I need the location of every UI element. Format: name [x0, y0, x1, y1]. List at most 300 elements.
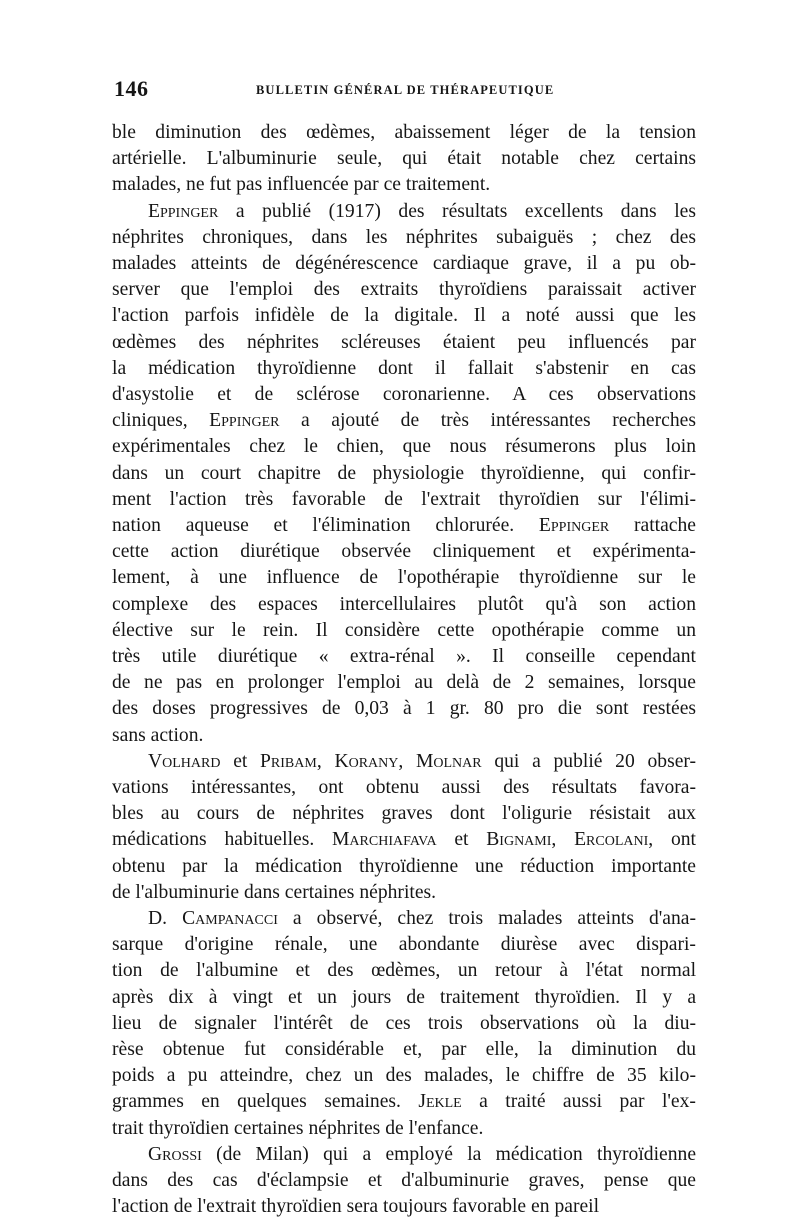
word: chien,	[336, 436, 384, 458]
word: des	[210, 593, 237, 615]
word: trois	[448, 908, 484, 929]
word: dans	[620, 200, 657, 222]
word: les	[365, 226, 388, 248]
word: qui	[601, 462, 627, 484]
word: diurétique	[217, 646, 298, 668]
word: a	[301, 410, 310, 432]
word: et	[233, 750, 248, 772]
word: influence	[266, 567, 340, 589]
word: ob-	[669, 253, 697, 274]
word: l'action	[112, 1196, 169, 1218]
word: (1917)	[328, 200, 381, 222]
word: a	[479, 1091, 488, 1113]
word: que	[667, 1170, 696, 1191]
word: noté	[525, 305, 560, 327]
word: sur	[190, 619, 215, 641]
word: aux	[667, 803, 696, 825]
word: espaces	[257, 593, 318, 615]
text-line	[112, 1194, 696, 1220]
word: dix	[168, 986, 194, 1008]
word: pas	[236, 174, 263, 196]
word: le	[505, 1065, 520, 1087]
word: d'éclampsie	[256, 1170, 349, 1191]
word: était	[447, 148, 482, 170]
word: l'élimi-	[640, 488, 697, 510]
word: traitement.	[405, 174, 491, 196]
word: thyroïdien	[498, 488, 580, 510]
word: médications	[112, 829, 207, 851]
word: cependant	[616, 646, 696, 668]
text-line	[112, 749, 696, 775]
word: Volhard	[148, 750, 221, 772]
word: lement,	[112, 567, 171, 589]
word: de	[568, 122, 587, 143]
word: de	[112, 881, 131, 903]
word: des	[327, 960, 354, 982]
word: de	[400, 410, 420, 432]
word: cliniques,	[112, 410, 188, 432]
word: un	[457, 960, 478, 982]
word: léger	[509, 122, 549, 143]
word: observations	[479, 1012, 580, 1034]
word: parfois	[184, 305, 239, 327]
word: œdèmes	[112, 331, 177, 353]
word: de	[330, 305, 349, 327]
word: le	[681, 567, 696, 589]
word: expérimentales	[112, 436, 231, 458]
word: digitale.	[394, 305, 459, 327]
word: sclérose	[296, 384, 360, 406]
word: favorable	[452, 1196, 527, 1218]
word: seule,	[336, 148, 383, 170]
word: trois	[427, 1012, 463, 1034]
text-line	[112, 1037, 696, 1063]
word: fallait	[467, 357, 514, 379]
word: des	[385, 1065, 412, 1087]
word: ajouté	[331, 410, 380, 432]
word: 20	[615, 750, 635, 772]
text-line	[112, 985, 696, 1011]
word: sarque	[112, 934, 164, 956]
word: sont	[595, 698, 629, 720]
word: dans	[112, 1170, 148, 1191]
word: la	[224, 855, 239, 877]
word: des	[313, 279, 340, 301]
word: à	[402, 698, 412, 720]
word: des	[260, 122, 287, 143]
word: diu-	[664, 1012, 697, 1034]
word: néphrites	[112, 226, 184, 248]
word: des	[198, 331, 225, 353]
word: ment	[112, 488, 152, 510]
word: à	[190, 567, 199, 589]
paragraph	[112, 120, 696, 199]
word: l'oligurie	[502, 803, 573, 825]
word: chlorurée.	[435, 515, 515, 537]
word: dont	[449, 803, 485, 825]
word: bles	[112, 803, 144, 825]
word: Korany,	[334, 750, 404, 772]
word: aussi	[441, 777, 481, 798]
word: pro	[517, 698, 544, 720]
text-line	[112, 434, 696, 460]
word: server	[112, 279, 160, 301]
word: le	[303, 436, 318, 458]
word: obtenu	[365, 777, 420, 798]
word: normal	[640, 960, 697, 982]
word: diurétique	[240, 541, 320, 563]
word: a	[612, 253, 621, 274]
word: quelques	[237, 1091, 307, 1113]
text-line	[112, 1011, 696, 1037]
word: l'action	[112, 305, 169, 327]
word: action	[170, 541, 219, 563]
word: graves,	[528, 1170, 585, 1191]
word: d'origine	[184, 934, 254, 956]
text-line	[112, 1142, 696, 1168]
word: Grossi	[148, 1143, 202, 1165]
word: s'abstenir	[535, 357, 609, 379]
word: action	[648, 593, 697, 615]
word: semaines,	[547, 672, 625, 694]
word: obser-	[647, 750, 697, 772]
word: dégénérescence	[295, 253, 419, 274]
word: a	[362, 1143, 372, 1165]
word: doses	[152, 698, 196, 720]
word: grammes	[112, 1091, 184, 1113]
word: un	[353, 1065, 374, 1087]
word: pareil	[554, 1196, 600, 1218]
word: de	[160, 960, 179, 982]
text-line	[112, 854, 696, 880]
word: qu'à	[545, 593, 578, 615]
word: néphrites	[308, 1117, 381, 1139]
word: en	[630, 357, 650, 379]
word: la	[633, 1012, 648, 1034]
word: peu	[517, 331, 546, 353]
word: rattache	[633, 515, 696, 537]
text-line	[112, 356, 696, 382]
word: le	[231, 619, 246, 641]
word: ces	[548, 384, 574, 406]
word: opothérapie	[491, 619, 585, 641]
word: observations	[596, 384, 696, 406]
word: poids	[112, 1065, 155, 1087]
word: publié	[262, 200, 312, 222]
word: par	[182, 855, 208, 877]
word: infidèle	[254, 305, 315, 327]
word: de	[262, 253, 281, 274]
word: chez	[579, 148, 615, 170]
word: du	[676, 1039, 697, 1061]
word: 1	[425, 698, 436, 720]
word: loin	[665, 436, 697, 458]
word: abaissement	[394, 122, 491, 143]
word: gr.	[449, 698, 470, 720]
word: de	[158, 1012, 178, 1034]
text-line	[112, 723, 696, 749]
text-line	[112, 592, 696, 618]
word: conseille	[525, 646, 596, 668]
paragraph	[112, 199, 696, 749]
word: que	[402, 436, 431, 458]
word: d'asystolie	[112, 384, 194, 406]
word: d'albuminurie	[401, 1170, 510, 1191]
word: Eppinger	[209, 410, 280, 432]
word: les	[674, 305, 696, 327]
word: traitement	[440, 986, 520, 1008]
word: vations	[112, 777, 169, 798]
word: abondante	[398, 934, 480, 956]
word: ble	[112, 122, 136, 143]
word: après	[112, 986, 154, 1008]
word: coronarienne.	[382, 384, 491, 406]
word: l'albumine	[196, 960, 279, 982]
text-line	[112, 932, 696, 958]
word: thyroïdienne	[519, 567, 619, 589]
word: de	[349, 1012, 369, 1034]
word: favora-	[639, 777, 697, 798]
word: plutôt	[477, 593, 524, 615]
word: expérimenta-	[592, 541, 696, 563]
word: l'albuminurie	[135, 881, 240, 903]
word: atteints	[577, 908, 634, 929]
word: œdèmes,	[306, 122, 376, 143]
word: néphrites	[247, 331, 319, 353]
word: plus	[614, 436, 647, 458]
word: habituelles.	[224, 829, 315, 851]
word: diurèse	[500, 934, 558, 956]
word: la	[537, 1039, 553, 1061]
word: favorable	[291, 488, 366, 510]
word: a	[235, 200, 245, 222]
word: (de	[216, 1143, 242, 1165]
word: chiffre	[532, 1065, 584, 1087]
word: son	[599, 593, 627, 615]
word: de	[173, 1196, 193, 1218]
word: chez	[397, 908, 434, 929]
text-line	[112, 880, 696, 906]
word: thyroïdienne	[257, 357, 357, 379]
text-line	[112, 644, 696, 670]
page-header	[114, 76, 696, 104]
word: la	[467, 1143, 482, 1165]
word: œdèmes,	[371, 960, 441, 982]
word: vingt	[232, 986, 273, 1008]
word: Eppinger	[538, 515, 610, 537]
word: pense	[603, 1170, 649, 1191]
text-line	[112, 513, 696, 539]
text-line	[112, 408, 696, 434]
word: considère	[344, 619, 420, 641]
word: rein.	[262, 619, 299, 641]
word: obtenu	[112, 855, 166, 877]
text-line	[112, 1116, 696, 1142]
word: subaiguës	[496, 226, 574, 248]
word: elle,	[485, 1039, 519, 1061]
word: ».	[456, 646, 471, 668]
text-line	[112, 120, 696, 146]
word: semaines.	[324, 1091, 401, 1113]
word: des	[503, 777, 530, 798]
text-line	[112, 801, 696, 827]
word: paraissait	[547, 279, 622, 301]
word: sur	[638, 567, 662, 589]
word: thyroïdien	[261, 1196, 342, 1218]
word: Marchiafava	[332, 829, 437, 851]
word: cardiaque	[432, 253, 509, 274]
word: cette	[437, 619, 475, 641]
word: médication	[495, 1143, 583, 1165]
word: réduction	[520, 855, 595, 877]
word: traité	[505, 1091, 546, 1113]
text-line	[112, 906, 696, 932]
word: résultats	[551, 777, 618, 798]
word: confir-	[643, 462, 696, 484]
word: prolonger	[247, 672, 324, 694]
word: résumerons	[505, 436, 596, 458]
word: diminution	[155, 122, 242, 143]
word: cas	[670, 357, 697, 379]
word: néphrites	[292, 803, 365, 825]
word: certaines	[284, 881, 355, 903]
word: sur	[597, 488, 622, 510]
word: Il	[473, 305, 486, 327]
word: complexe	[112, 593, 189, 615]
word: graves	[381, 803, 433, 825]
word: certaines	[233, 1117, 304, 1139]
word: thyroïdiens	[439, 279, 528, 301]
word: ne	[144, 672, 163, 694]
word: malades,	[424, 1065, 494, 1087]
word: thyroïdien.	[534, 986, 621, 1008]
word: rénale,	[274, 934, 328, 956]
word: cette	[112, 541, 149, 563]
word: utile	[161, 646, 197, 668]
text-line	[112, 775, 696, 801]
word: activer	[642, 279, 696, 301]
word: que	[180, 279, 209, 301]
text-line	[112, 251, 696, 277]
word: Molnar	[415, 750, 482, 772]
word: extra-rénal	[349, 646, 435, 668]
word: cliniquement	[432, 541, 536, 563]
word: trait	[112, 1117, 144, 1139]
word: en	[215, 672, 235, 694]
text-line	[112, 696, 696, 722]
word: delà	[446, 672, 480, 694]
word: à	[208, 986, 218, 1008]
word: très	[112, 646, 141, 668]
word: a	[501, 305, 511, 327]
word: ont	[318, 777, 344, 798]
word: de	[256, 803, 275, 825]
word: ne	[186, 174, 205, 196]
text-line	[112, 199, 696, 225]
word: certains	[635, 148, 697, 170]
word: artérielle.	[112, 148, 187, 170]
word: extraits	[360, 279, 419, 301]
word: néphrites.	[359, 881, 437, 903]
word: l'action	[169, 488, 227, 510]
word: observée	[341, 541, 412, 563]
word: diminution	[571, 1039, 658, 1061]
word: ;	[591, 226, 598, 248]
word: progressives	[209, 698, 308, 720]
word: publié	[553, 750, 603, 772]
text-line	[112, 827, 696, 853]
word: dans	[112, 462, 148, 484]
word: «	[318, 646, 329, 668]
word: étaient	[442, 331, 496, 353]
word: a	[532, 750, 541, 772]
word: ce	[383, 174, 401, 196]
text-line	[112, 330, 696, 356]
word: un	[676, 619, 696, 641]
word: dans	[311, 226, 348, 248]
word: néphrites	[405, 226, 478, 248]
word: les	[674, 200, 696, 222]
word: en	[201, 1091, 220, 1113]
word: une	[218, 567, 247, 589]
word: un	[164, 462, 185, 484]
word: et	[367, 1170, 382, 1191]
word: a	[292, 908, 302, 929]
word: D.	[148, 908, 168, 929]
word: cas	[212, 1170, 238, 1191]
word: de	[406, 986, 425, 1008]
word: qui	[402, 148, 428, 170]
word: influencée	[267, 174, 349, 196]
word: lieu	[112, 1012, 142, 1034]
word: thyroïdienne	[359, 855, 459, 877]
word: grave,	[523, 253, 573, 274]
word: l'extrait	[421, 488, 481, 510]
running-title: BULLETIN GÉNÉRAL DE THÉRAPEUTIQUE	[256, 83, 555, 97]
word: atteints	[190, 253, 248, 274]
word: L'albuminurie	[206, 148, 317, 170]
word: Campanacci	[182, 908, 278, 929]
word: pu	[187, 1065, 208, 1087]
word: l'intérêt	[273, 1012, 333, 1034]
word: rèse	[112, 1039, 144, 1061]
word: lorsque	[638, 672, 696, 694]
word: considérable	[284, 1039, 384, 1061]
word: de	[596, 1065, 615, 1087]
word: fut	[209, 174, 232, 196]
word: Eppinger	[148, 200, 219, 222]
word: sera	[346, 1196, 379, 1218]
text-line	[112, 303, 696, 329]
word: sans	[112, 724, 146, 746]
word: cours	[196, 803, 240, 825]
word: de	[112, 672, 131, 694]
word: et,	[403, 1039, 423, 1061]
word: Milan)	[255, 1143, 309, 1165]
word: Il	[635, 986, 648, 1008]
word: comme	[601, 619, 660, 641]
word: malades	[112, 253, 177, 274]
word: l'emploi	[229, 279, 294, 301]
word: employé	[385, 1143, 453, 1165]
word: en	[531, 1196, 550, 1218]
text-line	[112, 1168, 696, 1194]
word: d'ana-	[648, 908, 696, 929]
word: 80	[483, 698, 504, 720]
word: au	[414, 672, 433, 694]
word: la	[605, 122, 621, 143]
word: chez	[249, 436, 286, 458]
